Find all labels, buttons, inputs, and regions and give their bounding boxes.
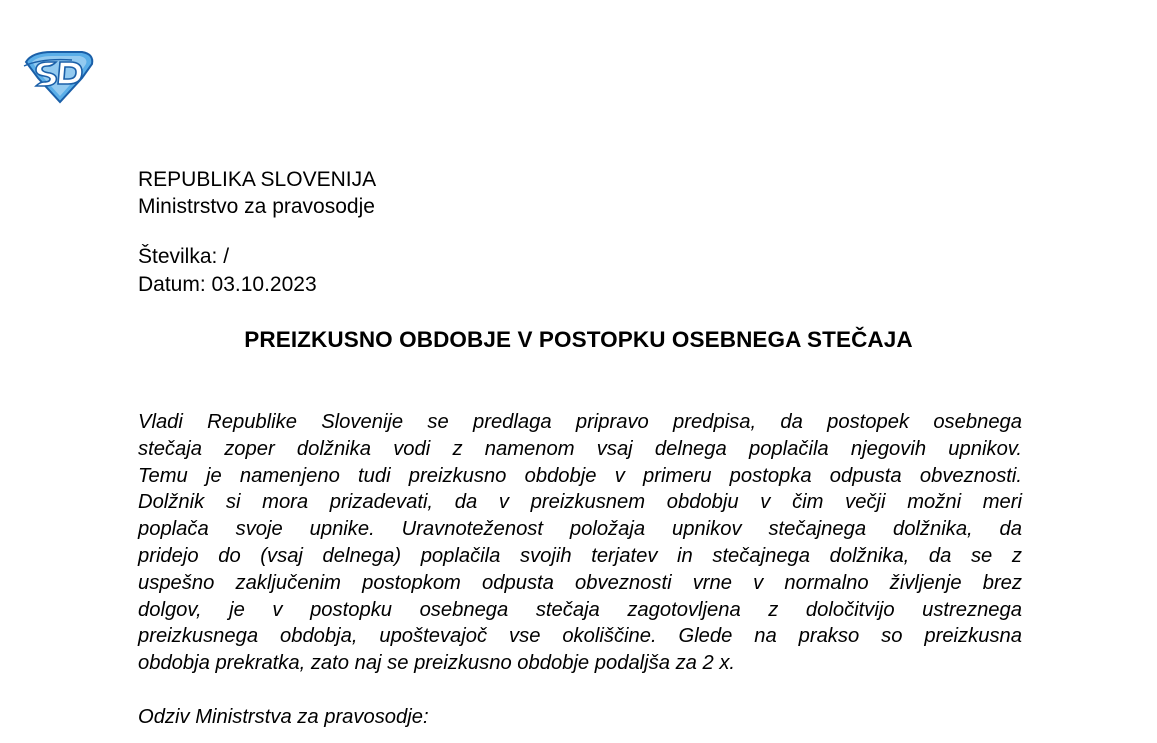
document-title: PREIZKUSNO OBDOBJE V POSTOPKU OSEBNEGA STEČAJA [244,327,913,352]
text-line: preizkusnega obdobja, upoštevajoč vse okoliščine. Glede na prakso so preizkusna [138,625,1022,648]
document-date: Datum: 03.10.2023 [138,273,317,296]
government-emblem-icon [22,48,96,104]
text-line: uspešno zaključenim postopkom odpusta obveznosti vrne v normalno življenje brez [138,571,1022,594]
text-line: Vladi Republike Slovenije se predlaga pripravo predpisa, da postopek osebnega [138,411,1022,433]
proposal-text [138,409,1022,677]
document-meta [138,243,317,299]
text-line: obdobja prekratka, zato naj se preizkusno obdobje podaljša za 2 x. [138,652,736,675]
text-line: poplača svoje upnike. Uravnoteženost položaja upnikov stečajnega dolžnika, da [138,518,1022,541]
text-line: Temu je namenjeno tudi preizkusno obdobje v primeru postopka odpusta obveznosti. [138,464,1022,487]
text-line: dolgov, je v postopku osebnega stečaja zagotovljena z določitvijo ustreznega [138,598,1022,621]
text-line: pridejo do (vsaj delnega) poplačila svojih terjatev in stečajnega dolžnika, da se z [138,544,1022,567]
institution-header [138,166,376,220]
document-number: Številka: / [138,245,230,268]
ministry-response-label: Odziv Ministrstva za pravosodje: [138,706,429,728]
country-name: REPUBLIKA SLOVENIJA [138,168,377,191]
text-line: Dolžnik si mora prizadevati, da v preizkusnem obdobju v čim večji možni meri [138,491,1022,514]
ministry-name: Ministrstvo za pravosodje [138,195,375,218]
text-line: stečaja zoper dolžnika vodi z namenom vsaj delnega poplačila njegovih upnikov. [138,437,1022,460]
